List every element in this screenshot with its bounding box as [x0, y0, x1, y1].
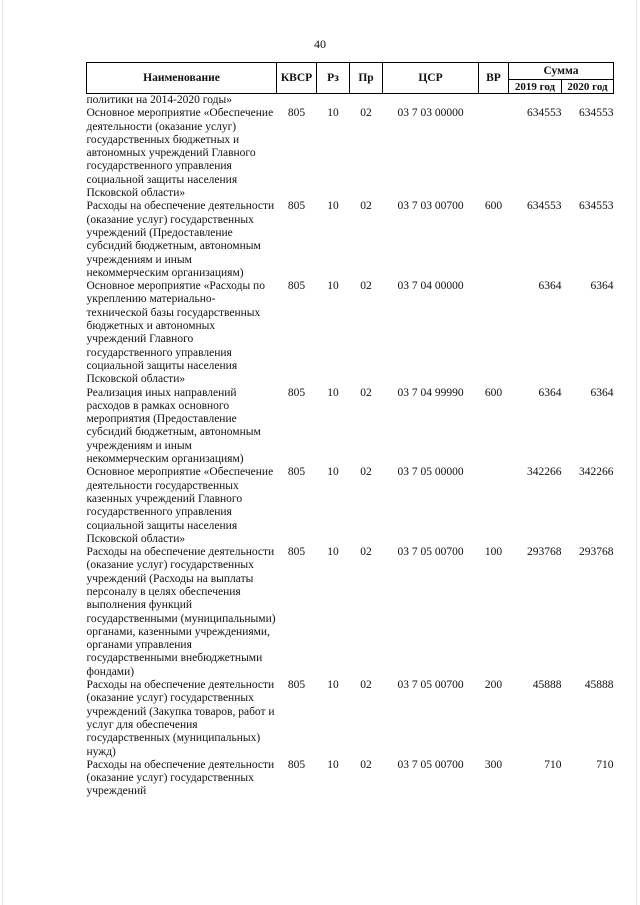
row-name: Расходы на обеспечение деятельности (оказание услуг) государственных учреждений: [86, 758, 275, 798]
row-rz: 10: [327, 758, 339, 771]
header-year-2019: 2019 год: [509, 80, 562, 94]
row-kvsr: 805: [287, 466, 306, 479]
row-rz: 10: [327, 200, 339, 213]
row-kvsr: 805: [287, 107, 306, 120]
header-year-2020: 2020 год: [562, 80, 614, 94]
row-sum-2019: 6364: [538, 280, 562, 293]
row-sum-2020: 6364: [590, 386, 614, 399]
row-kvsr: 805: [287, 280, 306, 293]
row-sum-2020: [562, 94, 614, 108]
page-number: 40: [314, 37, 326, 51]
row-kvsr: 805: [287, 386, 306, 399]
header-pr: Пр: [350, 63, 383, 94]
row-rz: 10: [327, 679, 339, 692]
row-vr: 300: [484, 758, 503, 771]
row-sum-2020: 293768: [579, 546, 614, 559]
row-rz: 10: [327, 280, 339, 293]
row-csr: [383, 94, 479, 108]
row-csr: 03 7 03 00000: [397, 107, 464, 120]
row-name: Реализация иных направлений расходов в рамках основного мероприятия (Предоставление субсидий бюджетным, автономным учреждениям и иным некоммерческим организациям): [86, 386, 261, 466]
table-row: [87, 679, 614, 759]
table-row: [87, 387, 614, 467]
row-csr: 03 7 04 99990: [397, 386, 464, 399]
row-vr: [479, 94, 509, 108]
header-vr: ВР: [479, 63, 509, 94]
row-pr: 02: [360, 386, 372, 399]
table-row: [87, 280, 614, 386]
row-sum-2019: 45888: [532, 679, 562, 692]
table-header: [87, 63, 614, 94]
row-rz: 10: [327, 546, 339, 559]
row-kvsr: 805: [287, 758, 306, 771]
row-vr: [479, 107, 509, 200]
row-name: Основное мероприятие «Обеспечение деятельности государственных казенных учреждений Главного государственного управления социальной защиты населения Псковской области»: [86, 466, 274, 545]
page-edge-right: [636, 0, 637, 905]
table-row: [87, 466, 614, 546]
row-kvsr: 805: [287, 679, 306, 692]
table-body: [87, 94, 614, 799]
row-vr: 200: [484, 679, 503, 692]
row-csr: 03 7 04 00000: [397, 280, 464, 293]
row-sum-2019: 293768: [527, 546, 562, 559]
row-rz: 10: [327, 107, 339, 120]
row-name: Расходы на обеспечение деятельности (оказание услуг) государственных учреждений (Предоставление субсидий бюджетным, автономным учреждениям и иным некоммерческим организациям): [86, 200, 275, 279]
row-pr: 02: [360, 758, 372, 771]
row-sum-2020: 710: [596, 758, 614, 771]
row-name: политики на 2014-2020 годы»: [86, 94, 232, 106]
page-edge-left: [2, 0, 3, 905]
row-sum-2019: 6364: [538, 386, 562, 399]
row-name: Основное мероприятие «Расходы по укреплению материально-технической базы государственных бюджетных и автономных учреждений Главного государственного управления социальной защиты населения Псковской области»: [86, 280, 265, 386]
header-sum: Сумма: [509, 63, 614, 80]
row-sum-2019: [509, 94, 562, 108]
row-sum-2020: 6364: [590, 280, 614, 293]
row-csr: 03 7 05 00000: [397, 466, 464, 479]
row-rz: 10: [327, 386, 339, 399]
row-rz: [317, 94, 350, 108]
header-rz: Рз: [317, 63, 350, 94]
row-pr: 02: [360, 200, 372, 213]
row-sum-2020: 634553: [579, 107, 614, 120]
row-vr: 600: [484, 200, 503, 213]
row-vr: 100: [484, 546, 503, 559]
row-csr: 03 7 05 00700: [397, 546, 464, 559]
row-sum-2020: 634553: [579, 200, 614, 213]
row-pr: 02: [360, 280, 372, 293]
row-name: Расходы на обеспечение деятельности (оказание услуг) государственных учреждений (Расходы на выплаты персоналу в целях обеспечения выполнения функций государственными (муниципальными) органами, казенными учреждениями, органами управления государственными внебюджетными фондами): [86, 546, 276, 678]
row-rz: 10: [327, 466, 339, 479]
row-pr: [350, 94, 383, 108]
row-sum-2019: 634553: [527, 107, 562, 120]
header-kvsr: КВСР: [277, 63, 317, 94]
row-name: Расходы на обеспечение деятельности (оказание услуг) государственных учреждений (Закупка товаров, работ и услуг для обеспечения государственных (муниципальных) нужд): [86, 679, 275, 758]
header-name: Наименование: [87, 63, 277, 94]
row-name: Основное мероприятие «Обеспечение деятельности (оказание услуг) государственных бюджетных и автономных учреждений Главного государственного управления социальной защиты населения Псковской области»: [86, 107, 274, 200]
row-sum-2019: 634553: [527, 200, 562, 213]
row-kvsr: [277, 94, 317, 108]
row-vr: [479, 280, 509, 386]
table-row: [87, 94, 614, 108]
row-kvsr: 805: [287, 200, 306, 213]
row-kvsr: 805: [287, 546, 306, 559]
row-pr: 02: [360, 466, 372, 479]
table-row: [87, 200, 614, 280]
table-row: [87, 107, 614, 200]
row-csr: 03 7 03 00700: [397, 200, 464, 213]
row-vr: 600: [484, 386, 503, 399]
row-sum-2019: 342266: [527, 466, 562, 479]
row-csr: 03 7 05 00700: [397, 679, 464, 692]
header-csr: ЦСР: [383, 63, 479, 94]
budget-table: [86, 62, 614, 799]
row-pr: 02: [360, 546, 372, 559]
table-row: [87, 546, 614, 679]
row-pr: 02: [360, 679, 372, 692]
row-sum-2020: 342266: [579, 466, 614, 479]
row-csr: 03 7 05 00700: [397, 758, 464, 771]
row-pr: 02: [360, 107, 372, 120]
table-row: [87, 759, 614, 799]
row-vr: [479, 466, 509, 546]
row-sum-2019: 710: [544, 758, 562, 771]
row-sum-2020: 45888: [584, 679, 614, 692]
